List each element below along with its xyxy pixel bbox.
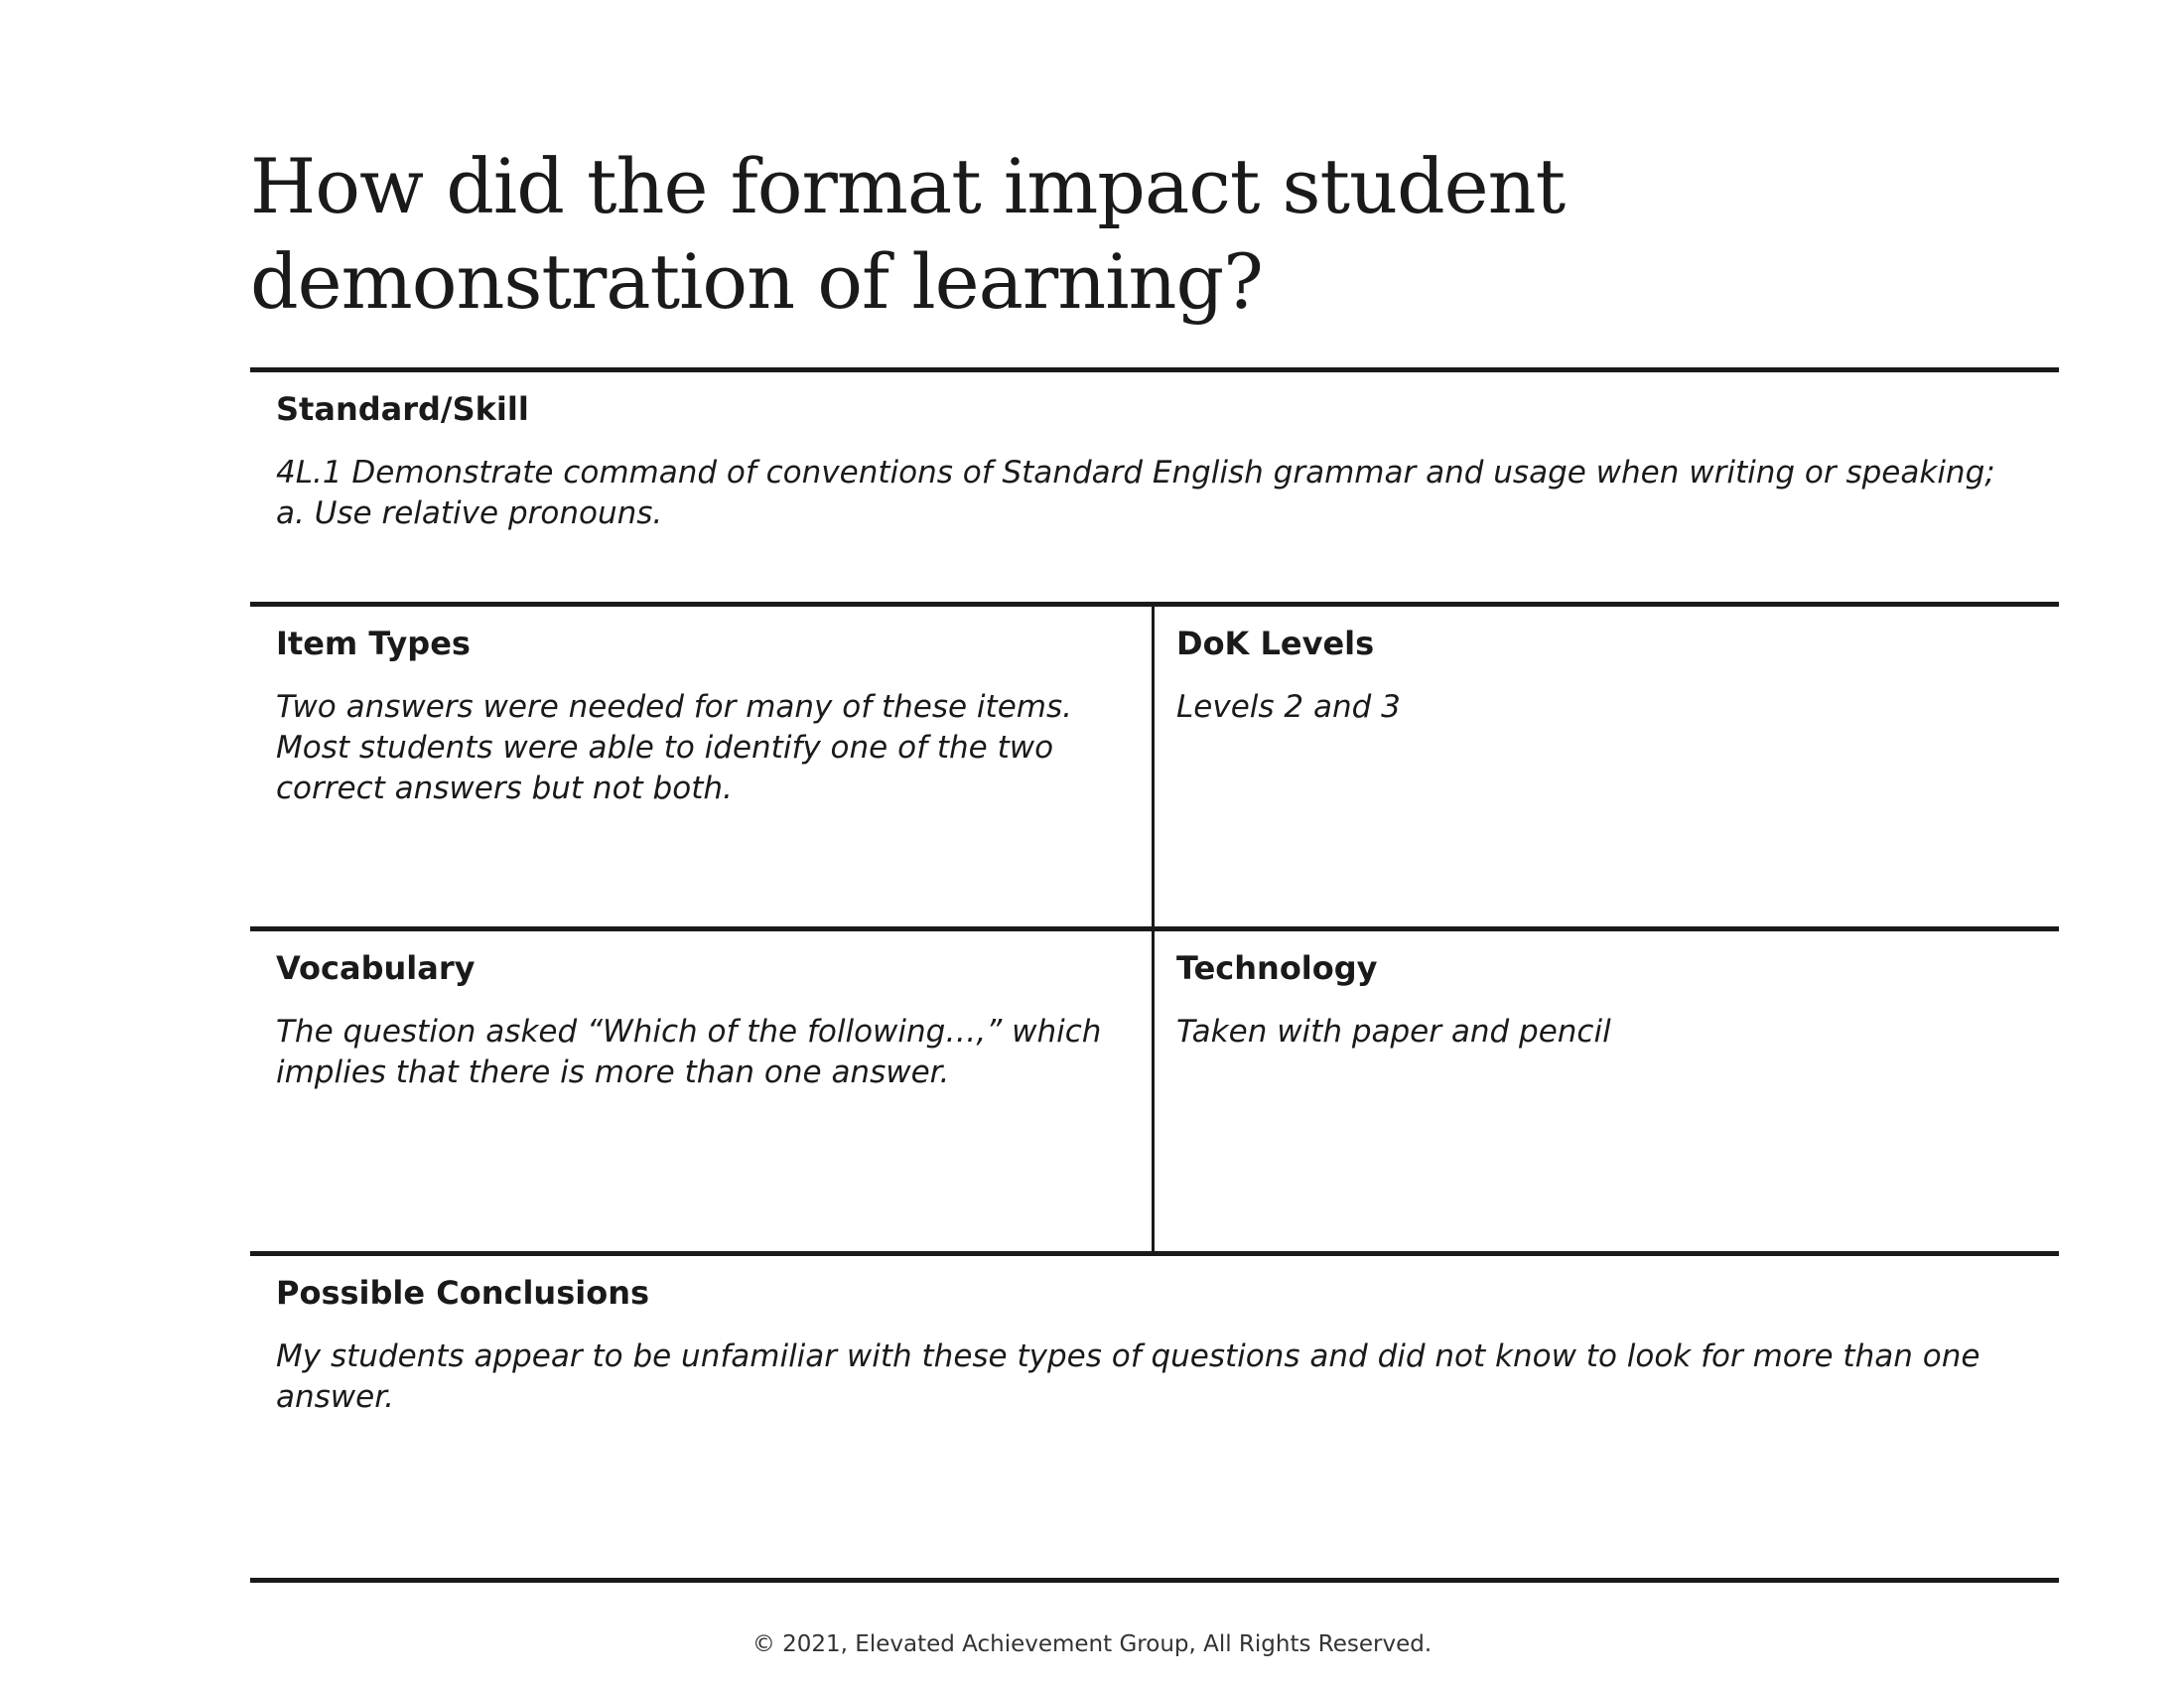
possible-conclusions-label: Possible Conclusions [276,1274,650,1312]
vocabulary-label: Vocabulary [276,949,476,987]
divider [250,1251,2059,1256]
possible-conclusions-section [276,1273,2023,1418]
standard-skill-section [276,389,2023,534]
divider [250,602,2059,607]
divider [250,926,2059,931]
technology-label: Technology [1176,949,1378,987]
possible-conclusions-text: My students appear to be unfamiliar with these types of questions and did not know to look for more than one answer. [276,1338,1980,1415]
divider [250,367,2059,372]
page-title: How did the format impact student demonstration of learning? [250,142,1566,326]
item-types-label: Item Types [276,625,471,662]
technology-section [1176,948,2030,1053]
standard-skill-text: 4L.1 Demonstrate command of conventions of Standard English grammar and usage when writing or speaking; a. Use relative pronouns. [276,455,1995,531]
copyright-footer: © 2021, Elevated Achievement Group, All Rights Reserved. [751,1631,1433,1657]
dok-levels-label: DoK Levels [1176,625,1375,662]
divider [250,1578,2059,1583]
standard-skill-label: Standard/Skill [276,390,529,428]
dok-levels-section [1176,624,2030,728]
technology-text: Taken with paper and pencil [1176,1014,1611,1050]
vocabulary-section [276,948,1130,1093]
item-types-text: Two answers were needed for many of these items. Most students were able to identify one of the two correct answers but not both. [276,689,1072,806]
dok-levels-text: Levels 2 and 3 [1176,689,1401,725]
vocabulary-text: The question asked “Which of the following…,” which implies that there is more than one answer. [276,1014,1102,1090]
item-types-section [276,624,1130,809]
